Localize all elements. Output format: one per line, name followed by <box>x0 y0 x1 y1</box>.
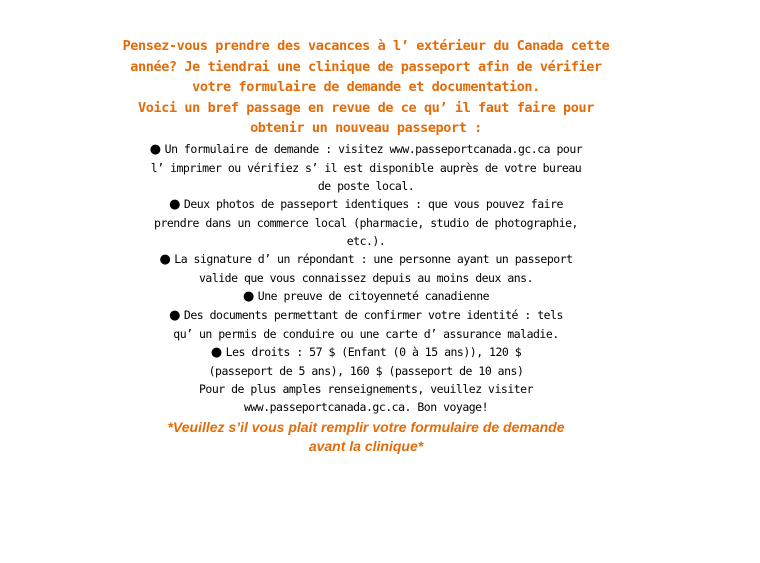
overview-heading <box>110 98 622 139</box>
clinic-note-text: *Veuillez s’il vous plait remplir votre formulaire de demande avant la clinique* <box>167 418 565 454</box>
list-item-text: Un formulaire de demande : visitez www.passeportcanada.gc.ca pour l’ imprimer ou vérifiez s’ il est disponible auprès de votre bureau de poste local. <box>150 141 583 193</box>
requirements-list <box>110 140 622 416</box>
bullet-icon: ● <box>169 196 180 212</box>
closing-line: Pour de plus amples renseignements, veuillez visiter www.passeportcanada.gc.ca. Bon voyage! <box>198 381 534 414</box>
clinic-note <box>110 418 622 456</box>
list-item <box>110 140 622 195</box>
list-item <box>110 306 622 343</box>
list-item-text: La signature d’ un répondant : une personne ayant un passeport valide que vous connaissez depuis au moins deux ans. <box>174 251 573 285</box>
bullet-icon: ● <box>210 344 222 360</box>
overview-text: Voici un bref passage en revue de ce qu’ il faut faire pour obtenir un nouveau passeport : <box>138 99 594 136</box>
list-item <box>110 343 622 380</box>
list-item-text: Deux photos de passeport identiques : que vous pouvez faire prendre dans un commerce local (pharmacie, studio de photographie, etc.). <box>154 196 578 248</box>
closing-text <box>110 380 622 416</box>
intro-text: Pensez-vous prendre des vacances à l’ extérieur du Canada cette année? Je tiendrai une clinique de passeport afin de vérifier votre formulaire de demande et documentation. <box>122 38 610 95</box>
bullet-icon: ● <box>169 307 180 323</box>
list-item-text: Des documents permettant de confirmer votre identité : tels qu’ un permis de conduire ou une carte d’ assurance maladie. <box>173 307 563 341</box>
list-item-text: Une preuve de citoyenneté canadienne <box>257 288 490 303</box>
list-item <box>110 195 622 250</box>
intro-paragraph <box>110 36 622 98</box>
bullet-icon: ● <box>159 251 171 267</box>
flyer-content <box>110 36 622 456</box>
list-item-text: Les droits : 57 $ (Enfant (0 à 15 ans)), 120 $ (passeport de 5 ans), 160 $ (passeport de 10 ans) <box>208 344 524 378</box>
list-item <box>110 287 622 306</box>
list-item <box>110 250 622 287</box>
bullet-icon: ● <box>242 288 254 304</box>
bullet-icon: ● <box>149 141 161 157</box>
